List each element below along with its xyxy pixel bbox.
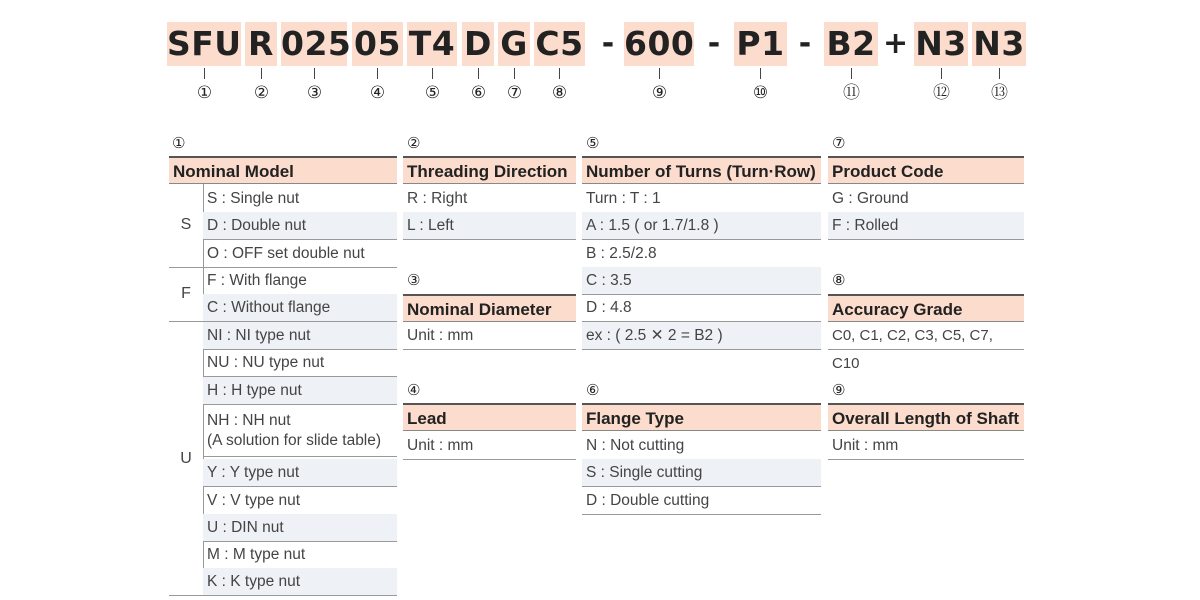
nominal-row: D : Double nut xyxy=(203,212,397,240)
flange-row: D : Double cutting xyxy=(582,487,821,515)
code-marker-3: ③ xyxy=(306,83,323,103)
turns-row: D : 4.8 xyxy=(582,294,821,322)
nominal-row: NU : NU type nut xyxy=(203,349,397,377)
code-tick-10 xyxy=(760,68,761,79)
nominal-row: S : Single nut xyxy=(203,185,397,213)
code-tick-1 xyxy=(204,68,205,79)
lead-header: Lead xyxy=(403,403,576,431)
flange-number: ⑥ xyxy=(586,381,600,399)
nominal-row: H : H type nut xyxy=(203,377,397,405)
nominal-row xyxy=(203,405,397,457)
code-segment-7: G xyxy=(498,22,530,66)
diameter-row: Unit : mm xyxy=(403,322,576,350)
flange-row: S : Single cutting xyxy=(582,459,821,487)
accuracy-header: Accuracy Grade xyxy=(828,294,1024,322)
diameter-header: Nominal Diameter xyxy=(403,294,576,322)
nominal-row: F : With flange xyxy=(203,267,397,295)
length-number: ⑨ xyxy=(832,381,846,399)
group-letter-f: F xyxy=(181,285,191,302)
code-segment-1: SFU xyxy=(167,22,241,66)
code-marker-12: ⑫ xyxy=(933,83,950,103)
nominal-row: U : DIN nut xyxy=(203,514,397,542)
turns-row: B : 2.5/2.8 xyxy=(582,240,821,268)
group-f-separator xyxy=(169,321,205,322)
code-separator-4: + xyxy=(883,26,909,61)
nominal-row: NI : NI type nut xyxy=(203,322,397,350)
threading-row: R : Right xyxy=(403,185,576,213)
group-letter-s: S xyxy=(180,216,192,233)
nominal-row: K : K type nut xyxy=(203,568,397,596)
lead-row: Unit : mm xyxy=(403,432,576,460)
code-tick-12 xyxy=(941,68,942,79)
code-segment-13: N3 xyxy=(972,22,1026,66)
threading-header: Threading Direction xyxy=(403,156,576,184)
threading-number: ② xyxy=(407,134,421,152)
code-tick-4 xyxy=(377,68,378,79)
code-marker-10: ⑩ xyxy=(752,83,769,103)
flange-row: N : Not cutting xyxy=(582,432,821,460)
code-separator-2: - xyxy=(707,26,721,61)
code-segment-2: R xyxy=(245,22,277,66)
group-letter-u: U xyxy=(180,450,192,467)
code-tick-5 xyxy=(432,68,433,79)
code-marker-1: ① xyxy=(196,83,213,103)
turns-row: C : 3.5 xyxy=(582,267,821,295)
group-u-bottom xyxy=(169,595,205,596)
turns-header: Number of Turns (Turn·Row) xyxy=(582,156,821,184)
group-s-separator xyxy=(169,267,205,268)
code-segment-10: P1 xyxy=(734,22,787,66)
product-row: G : Ground xyxy=(828,185,1024,213)
nominal-row: C : Without flange xyxy=(203,294,397,322)
code-marker-2: ② xyxy=(253,83,270,103)
code-marker-9: ⑨ xyxy=(651,83,668,103)
nominal-row-line: NH : NH nut xyxy=(207,412,291,429)
flange-header: Flange Type xyxy=(582,403,821,431)
code-segment-4: 05 xyxy=(352,22,403,66)
code-tick-3 xyxy=(314,68,315,79)
length-row: Unit : mm xyxy=(828,432,1024,460)
code-marker-6: ⑥ xyxy=(470,83,487,103)
code-marker-8: ⑧ xyxy=(551,83,568,103)
nominal-row: M : M type nut xyxy=(203,541,397,569)
code-segment-11: B2 xyxy=(824,22,878,66)
accuracy-number: ⑧ xyxy=(832,271,846,289)
turns-row: ex : ( 2.5 ✕ 2 = B2 ) xyxy=(582,322,821,350)
code-segment-12: N3 xyxy=(914,22,968,66)
code-marker-7: ⑦ xyxy=(506,83,523,103)
nominal-row: V : V type nut xyxy=(203,487,397,515)
code-separator-3: - xyxy=(798,26,812,61)
turns-row: Turn : T : 1 xyxy=(582,185,821,213)
code-segment-5: T4 xyxy=(407,22,457,66)
code-segment-3: 025 xyxy=(281,22,347,66)
nominal-model-number: ① xyxy=(172,134,186,152)
code-tick-2 xyxy=(261,68,262,79)
code-separator-1: - xyxy=(601,26,615,61)
length-header: Overall Length of Shaft xyxy=(828,403,1024,431)
lead-number: ④ xyxy=(407,381,421,399)
code-tick-8 xyxy=(559,68,560,79)
code-segment-9: 600 xyxy=(624,22,694,66)
code-segment-8: C5 xyxy=(534,22,585,66)
nominal-model-header: Nominal Model xyxy=(169,156,397,184)
code-tick-6 xyxy=(478,68,479,79)
code-tick-11 xyxy=(851,68,852,79)
nominal-row: Y : Y type nut xyxy=(203,459,397,487)
diameter-number: ③ xyxy=(407,271,421,289)
code-marker-13: ⑬ xyxy=(991,83,1008,103)
code-tick-7 xyxy=(514,68,515,79)
nominal-row-line: (A solution for slide table) xyxy=(207,432,382,449)
code-segment-6: D xyxy=(462,22,494,66)
turns-number: ⑤ xyxy=(586,134,600,152)
code-marker-4: ④ xyxy=(369,83,386,103)
code-marker-11: ⑪ xyxy=(843,83,860,103)
product-row: F : Rolled xyxy=(828,212,1024,240)
code-tick-13 xyxy=(999,68,1000,79)
product-number: ⑦ xyxy=(832,134,846,152)
turns-row: A : 1.5 ( or 1.7/1.8 ) xyxy=(582,212,821,240)
threading-row: L : Left xyxy=(403,212,576,240)
code-tick-9 xyxy=(659,68,660,79)
product-header: Product Code xyxy=(828,156,1024,184)
accuracy-row: C0, C1, C2, C3, C5, C7, C10 xyxy=(828,322,1024,350)
code-marker-5: ⑤ xyxy=(424,83,441,103)
nominal-row: O : OFF set double nut xyxy=(203,240,397,268)
